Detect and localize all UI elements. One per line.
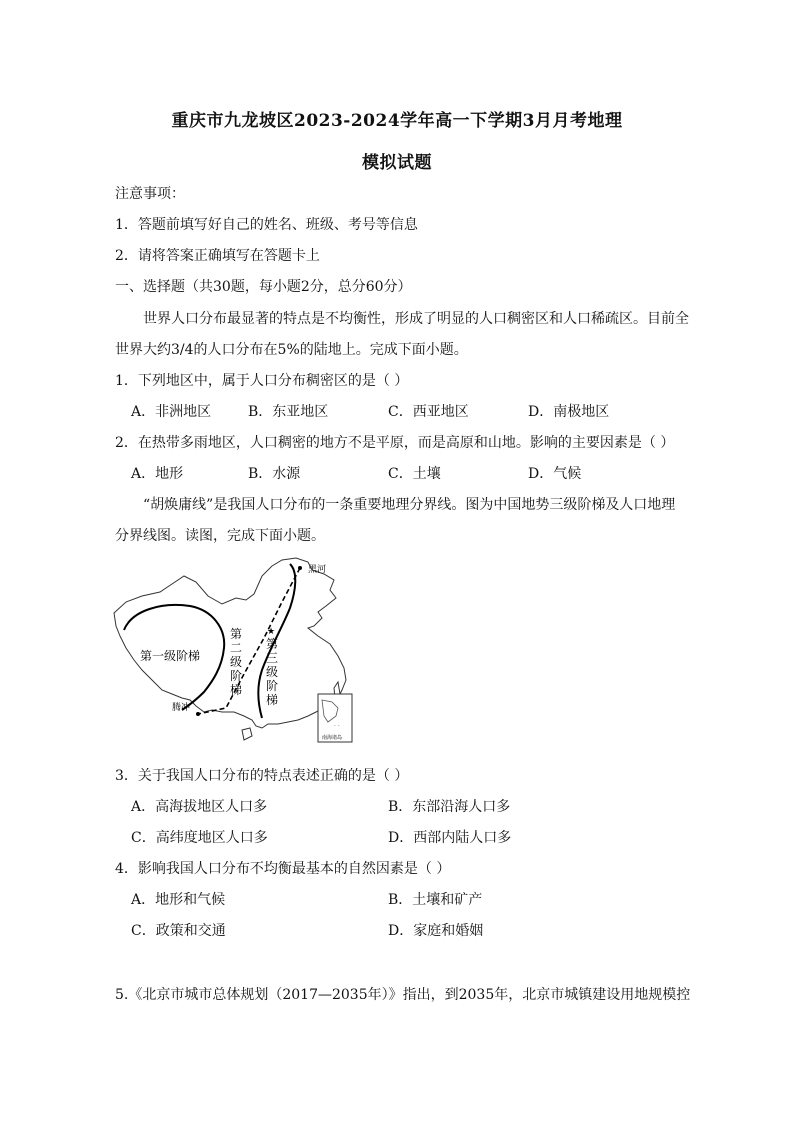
- question-4-stem: 4．影响我国人口分布不均衡最基本的自然因素是（ ）: [115, 861, 451, 877]
- map-label-step-3-char: 第: [266, 637, 279, 651]
- question-4-option-b[interactable]: B．土壤和矿产: [388, 892, 483, 908]
- question-1-option-b[interactable]: B．东亚地区: [248, 404, 329, 420]
- inset-dots: · ·: [334, 723, 340, 730]
- question-4-option-c[interactable]: C．政策和交通: [131, 923, 226, 939]
- question-3-option-a[interactable]: A．高海拔地区人口多: [131, 799, 268, 815]
- notice-item-2: 2．请将答案正确填写在答题卡上: [115, 248, 320, 264]
- question-2-option-c[interactable]: C．土壤: [388, 466, 441, 482]
- map-label-step-3-char: 级: [266, 665, 279, 679]
- map-label-step-3: [266, 637, 278, 707]
- map-label-step-3-char: 阶: [266, 679, 279, 693]
- passage-2-line-2: 分界线图。读图，完成下面小题。: [115, 528, 325, 544]
- tengchong-point: [196, 712, 200, 716]
- map-label-step-2-char: 级: [230, 655, 243, 669]
- map-label-tengchong: 腾冲: [172, 703, 191, 713]
- hainan-island: [242, 728, 252, 740]
- question-2-option-d[interactable]: D．气候: [528, 466, 582, 482]
- map-label-step-2-char: 梯: [230, 683, 243, 697]
- china-terrain-map-svg: [112, 556, 364, 746]
- question-5-stem: 5.《北京市城市总体规划（2017—2035年）》指出，到2035年，北京市城镇建设用地规模控: [115, 987, 691, 1003]
- beijing-star: ★: [267, 627, 276, 637]
- question-2-option-a[interactable]: A．地形: [131, 466, 184, 482]
- question-3-option-d[interactable]: D．西部内陆人口多: [388, 830, 512, 846]
- map-label-step-2-char: 二: [230, 641, 243, 655]
- question-3-option-b[interactable]: B．东部沿海人口多: [388, 799, 511, 815]
- passage-1-line-1: 世界人口分布最显著的特点是不均衡性，形成了明显的人口稠密区和人口稀疏区。目前全: [143, 311, 689, 327]
- notice-item-1: 1．答题前填写好自己的姓名、班级、考号等信息: [115, 217, 418, 233]
- map-label-step-2-char: 阶: [230, 669, 243, 683]
- question-3-stem: 3．关于我国人口分布的特点表述正确的是（ ）: [115, 768, 409, 784]
- map-label-heihe: 黑河: [308, 565, 327, 575]
- question-1-option-d[interactable]: D．南极地区: [528, 404, 610, 420]
- question-1-option-a[interactable]: A．非洲地区: [131, 404, 212, 420]
- question-3-option-c[interactable]: C．高纬度地区人口多: [131, 830, 268, 846]
- question-4-option-d[interactable]: D．家庭和婚姻: [388, 923, 484, 939]
- notice-header: 注意事项：: [115, 186, 185, 202]
- map-label-step-3-char: 梯: [266, 693, 279, 707]
- passage-1-line-2: 世界大约3/4的人口分布在5%的陆地上。完成下面小题。: [115, 342, 468, 358]
- page-title-line-2: 模拟试题: [362, 153, 432, 173]
- question-1-option-c[interactable]: C．西亚地区: [388, 404, 469, 420]
- china-terrain-map: [112, 556, 364, 746]
- question-2-option-b[interactable]: B．水源: [248, 466, 301, 482]
- map-label-step-3-char: 三: [266, 651, 279, 665]
- hu-huanyong-line: [198, 568, 300, 714]
- section-heading: 一、选择题（共30题，每小题2分，总分60分）: [115, 279, 412, 295]
- heihe-point: [298, 566, 302, 570]
- question-2-stem: 2．在热带多雨地区，人口稠密的地方不是平原，而是高原和山地。影响的主要因素是（ ）: [115, 435, 675, 451]
- page-title-line-1: 重庆市九龙坡区2023-2024学年高一下学期3月月考地理: [171, 111, 623, 131]
- question-1-stem: 1．下列地区中，属于人口分布稠密区的是（ ）: [115, 373, 409, 389]
- map-label-step-2: [230, 627, 242, 697]
- map-label-step-2-char: 第: [230, 627, 243, 641]
- question-4-option-a[interactable]: A．地形和气候: [131, 892, 226, 908]
- passage-2-line-1: “胡焕庸线”是我国人口分布的一条重要地理分界线。图为中国地势三级阶梯及人口地理: [143, 497, 676, 513]
- map-label-inset: 南海诸岛: [322, 735, 343, 741]
- map-label-step-1: 第一级阶梯: [140, 649, 201, 663]
